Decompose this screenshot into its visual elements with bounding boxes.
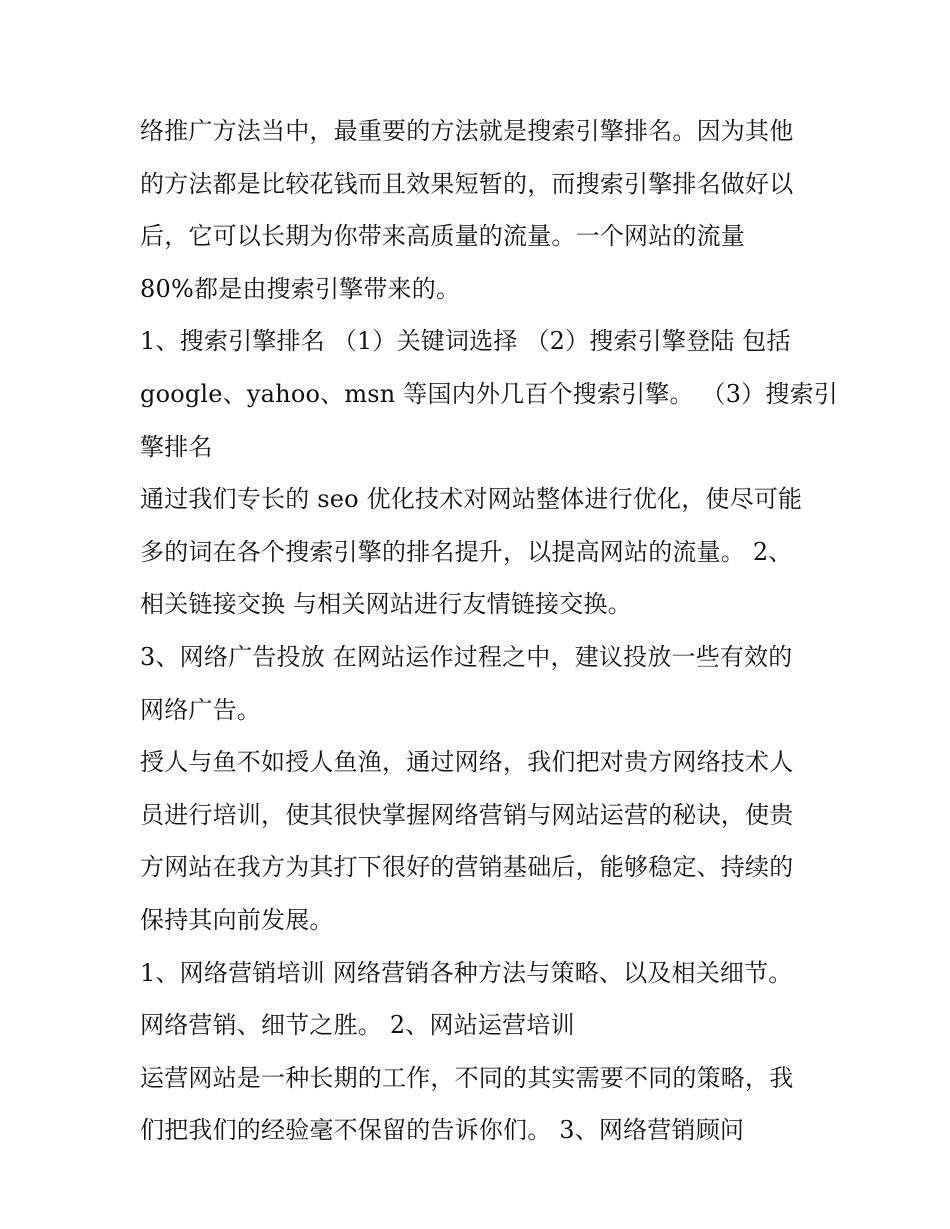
text-line: 员进行培训，使其很快掌握网络营销与网站运营的秘诀，使贵 [140,800,794,829]
text-line: 擎排名 [140,432,213,461]
text-line: 网络广告。 [140,695,261,724]
text-line: 络推广方法当中，最重要的方法就是搜索引擎排名。因为其他 [140,117,794,145]
text-line: 网络营销、细节之胜。 2、网站运营培训 [140,1011,575,1040]
text-line: 通过我们专长的 seo 优化技术对网站整体进行优化，使尽可能 [140,485,803,514]
text-line: 的方法都是比较花钱而且效果短暂的，而搜索引擎排名做好以 [140,169,794,198]
text-line: 后，它可以长期为你带来高质量的流量。一个网站的流量 [140,222,745,251]
text-line: 相关链接交换 与相关网站进行友情链接交换。 [140,590,632,619]
text-line: 们把我们的经验毫不保留的告诉你们。 3、网络营销顾问 [140,1116,745,1145]
text-line: 方网站在我方为其打下很好的营销基础后，能够稳定、持续的 [140,853,794,882]
text-line: 3、网络广告投放 在网站运作过程之中，建议投放一些有效的 [140,642,793,671]
text-line: 多的词在各个搜索引擎的排名提升，以提高网站的流量。 2、 [140,537,793,566]
text-line: 1、搜索引擎排名 （1）关键词选择 （2）搜索引擎登陆 包括 [140,327,791,356]
text-line: 1、网络营销培训 网络营销各种方法与策略、以及相关细节。 [140,958,793,987]
text-line: 运营网站是一种长期的工作，不同的其实需要不同的策略，我 [140,1063,794,1092]
text-line: google、yahoo、msn 等国内外几百个搜索引擎。 （3）搜索引 [140,379,838,408]
text-line: 80%都是由搜索引擎带来的。 [140,274,461,303]
text-line: 授人与鱼不如授人鱼渔，通过网络，我们把对贵方网络技术人 [140,748,794,777]
body-text [140,111,840,1163]
text-line: 保持其向前发展。 [140,905,334,934]
